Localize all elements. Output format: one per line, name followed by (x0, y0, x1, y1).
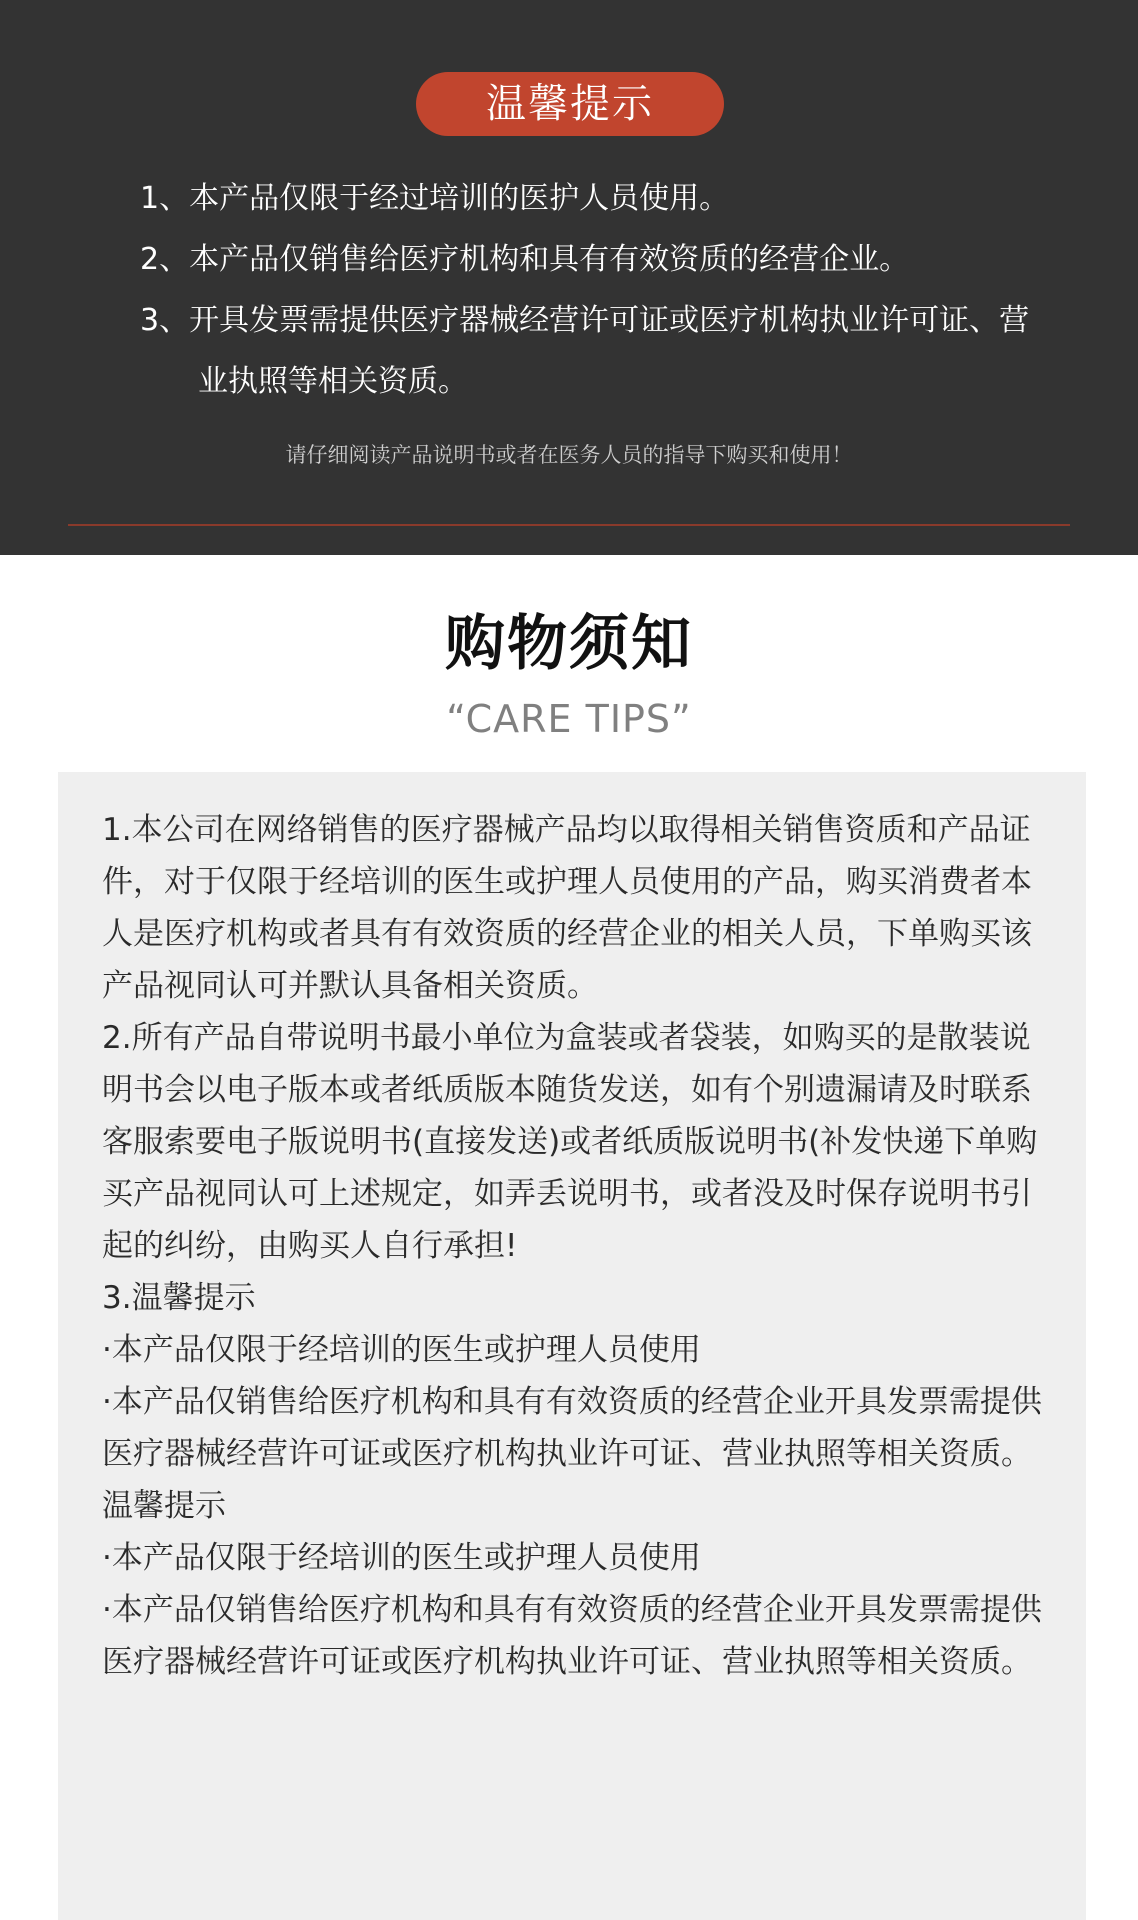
notice-item: 3、开具发票需提供医疗器械经营许可证或医疗机构执业许可证、营业执照等相关资质。 (140, 303, 1030, 399)
divider (68, 524, 1070, 526)
notice-section (0, 0, 1138, 555)
notice-badge: 温馨提示 (416, 72, 724, 136)
notice-item: 1、本产品仅限于经过培训的医护人员使用。 (140, 181, 730, 216)
tips-paragraph: 2.所有产品自带说明书最小单位为盒装或者袋装，如购买的是散装说明书会以电子版本或者纸质版本随货发送，如有个别遗漏请及时联系客服索要电子版说明书(直接发送)或者纸质版说明书(补发快递下单购买产品视同认可上述规定，如弄丢说明书，或者没及时保存说明书引起的纠纷，由购买人自行承担! (102, 1020, 1038, 1264)
notice-item: 2、本产品仅销售给医疗机构和具有有效资质的经营企业。 (140, 242, 910, 277)
tips-paragraph: 3.温馨提示 (102, 1280, 256, 1316)
shopping-title: 购物须知 (445, 609, 693, 679)
tips-paragraph: ·本产品仅销售给医疗机构和具有有效资质的经营企业开具发票需提供医疗器械经营许可证或医疗机构执业许可证、营业执照等相关资质。 (102, 1592, 1042, 1680)
tips-text (102, 804, 1052, 1688)
notice-list (140, 168, 1040, 412)
tips-paragraph: 1.本公司在网络销售的医疗器械产品均以取得相关销售资质和产品证件，对于仅限于经培训的医生或护理人员使用的产品，购买消费者本人是医疗机构或者具有有效资质的经营企业的相关人员，下单购买该产品视同认可并默认具备相关资质。 (102, 812, 1032, 1004)
tips-box (58, 772, 1086, 1920)
notice-footnote: 请仔细阅读产品说明书或者在医务人员的指导下购买和使用！ (285, 443, 853, 467)
tips-paragraph: ·本产品仅销售给医疗机构和具有有效资质的经营企业开具发票需提供医疗器械经营许可证或医疗机构执业许可证、营业执照等相关资质。温馨提示 (102, 1384, 1042, 1524)
tips-paragraph: ·本产品仅限于经培训的医生或护理人员使用 (102, 1332, 701, 1368)
shopping-subtitle: “CARE TIPS” (446, 697, 692, 741)
tips-paragraph: ·本产品仅限于经培训的医生或护理人员使用 (102, 1540, 701, 1576)
